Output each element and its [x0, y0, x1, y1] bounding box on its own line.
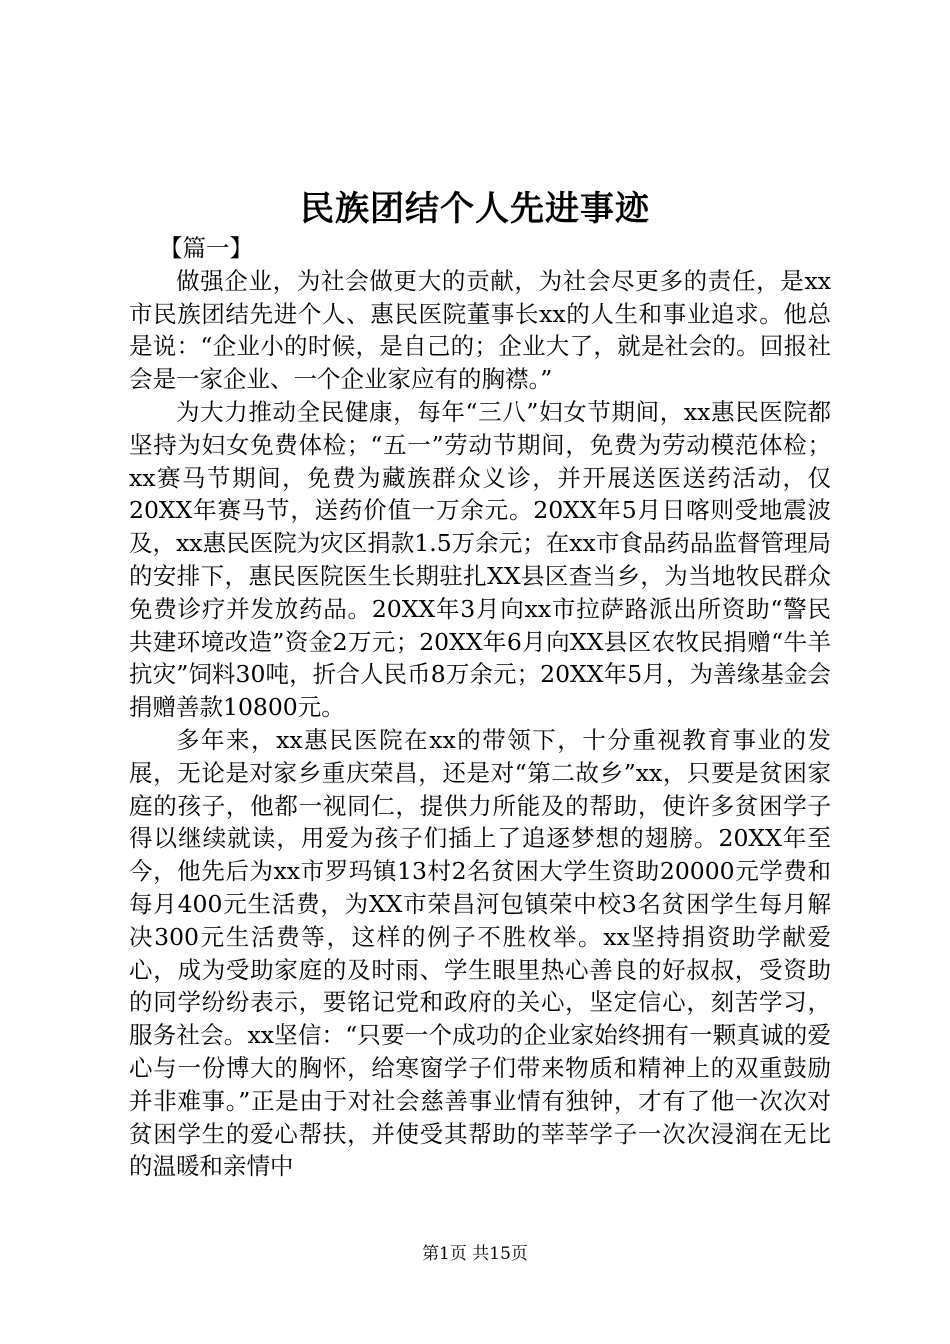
- page-footer: 第1页 共15页: [422, 1244, 528, 1264]
- paragraph-3: 多年来，xx惠民医院在xx的带领下，十分重视教育事业的发展，无论是对家乡重庆荣昌，还是对“第二故乡”xx，只要是贫困家庭的孩子，他都一视同仁，提供力所能及的帮助，使许多贫困学子得以继续就读，用爱为孩子们插上了追逐梦想的翅膀。20XX年至今，他先后为xx市罗玛镇13村2名贫困大学生资助20000元学费和每月400元生活费，为XX市荣昌河包镇荣中校3名贫困学生每月解决300元生活费等，这样的例子不胜枚举。xx坚持捐资助学献爱心，成为受助家庭的及时雨、学生眼里热心善良的好叔叔，受资助的同学纷纷表示，要铭记党和政府的关心，坚定信心，刻苦学习，服务社会。xx坚信：“只要一个成功的企业家始终拥有一颗真诚的爱心与一份博大的胸怀，给寒窗学子们带来物质和精神上的双重鼓励并非难事。”正是由于对社会慈善事业情有独钟，才有了他一次次对贫困学生的爱心帮扶，并使受其帮助的莘莘学子一次次浸润在无比的温暖和亲情中: [129, 725, 831, 1181]
- document-body: [129, 232, 831, 1183]
- paragraph-1: 做强企业，为社会做更大的贡献，为社会尽更多的责任，是xx市民族团结先进个人、惠民医院董事长xx的人生和事业追求。他总是说：“企业小的时候，是自己的；企业大了，就是社会的。回报社会是一家企业、一个企业家应有的胸襟。”: [129, 266, 831, 394]
- section-label: 【篇一】: [159, 234, 253, 262]
- paragraph-2: 为大力推动全民健康，每年“三八”妇女节期间，xx惠民医院都坚持为妇女免费体检；“五一”劳动节期间，免费为劳动模范体检；xx赛马节期间，免费为藏族群众义诊，并开展送医送药活动，仅20XX年赛马节，送药价值一万余元。20XX年5月日喀则受地震波及，xx惠民医院为灾区捐款1.5万余元；在xx市食品药品监督管理局的安排下，惠民医院医生长期驻扎XX县区查当乡，为当地牧民群众免费诊疗并发放药品。20XX年3月向xx市拉萨路派出所资助“警民共建环境改造”资金2万元；20XX年6月向XX县区农牧民捐赠“牛羊抗灾”饲料30吨，折合人民币8万余元；20XX年5月，为善缘基金会捐赠善款10800元。: [129, 397, 831, 722]
- document-title: 民族团结个人先进事迹: [300, 189, 650, 229]
